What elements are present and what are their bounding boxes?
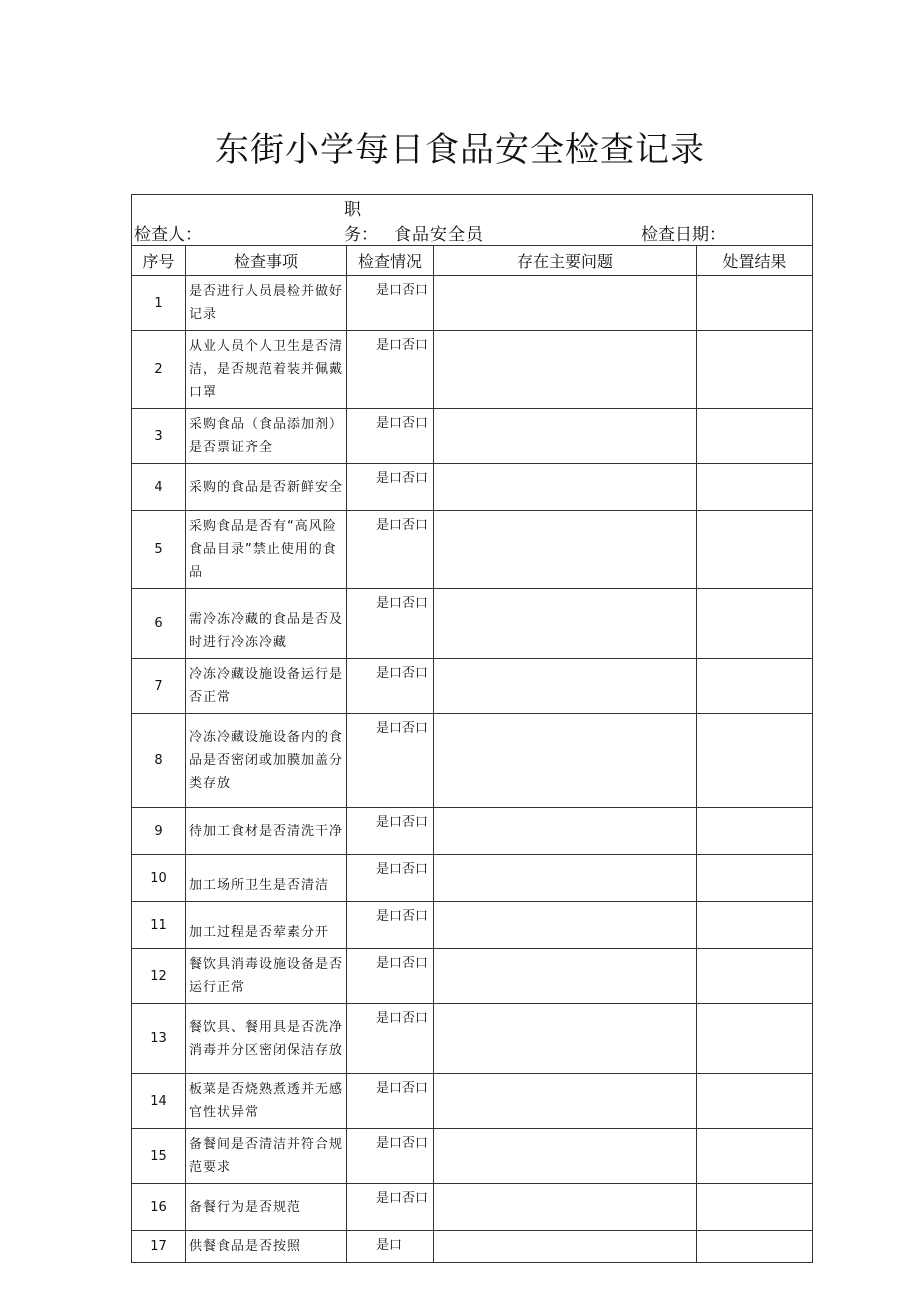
row-number: 2 <box>132 331 186 409</box>
result-cell <box>697 511 813 589</box>
row-number: 3 <box>132 409 186 464</box>
row-number: 13 <box>132 1004 186 1074</box>
column-header: 存在主要问题 <box>434 246 697 276</box>
check-status: 是口否口 <box>347 1004 434 1074</box>
table-row <box>132 949 813 1004</box>
table-row <box>132 902 813 949</box>
check-status: 是口否口 <box>347 464 434 511</box>
column-header: 序号 <box>132 246 186 276</box>
check-status: 是口否口 <box>347 331 434 409</box>
row-number: 16 <box>132 1184 186 1231</box>
issue-cell <box>434 1129 697 1184</box>
check-item: 餐饮具消毒设施设备是否运行正常 <box>186 949 347 1004</box>
table-row <box>132 589 813 659</box>
row-number: 6 <box>132 589 186 659</box>
result-cell <box>697 331 813 409</box>
check-status: 是口否口 <box>347 276 434 331</box>
check-item: 采购食品是否有“高风险食品目录”禁止使用的食品 <box>186 511 347 589</box>
result-cell <box>697 276 813 331</box>
check-item: 采购的食品是否新鲜安全 <box>186 464 347 511</box>
result-cell <box>697 1129 813 1184</box>
issue-cell <box>434 902 697 949</box>
check-item: 冷冻冷藏设施设备运行是否正常 <box>186 659 347 714</box>
issue-cell <box>434 659 697 714</box>
check-status: 是口否口 <box>347 659 434 714</box>
row-number: 10 <box>132 855 186 902</box>
result-cell <box>697 902 813 949</box>
result-cell <box>697 1184 813 1231</box>
table-row <box>132 409 813 464</box>
result-cell <box>697 1004 813 1074</box>
table-row <box>132 659 813 714</box>
table-row <box>132 276 813 331</box>
check-item: 是否进行人员晨检并做好记录 <box>186 276 347 331</box>
check-item: 供餐食品是否按照 <box>186 1231 347 1263</box>
row-number: 5 <box>132 511 186 589</box>
check-item: 从业人员个人卫生是否清洁，是否规范着装并佩戴口罩 <box>186 331 347 409</box>
column-header: 检查情况 <box>347 246 434 276</box>
check-status: 是口 <box>347 1231 434 1263</box>
table-row <box>132 464 813 511</box>
issue-cell <box>434 589 697 659</box>
result-cell <box>697 714 813 808</box>
issue-cell <box>434 409 697 464</box>
check-status: 是口否口 <box>347 808 434 855</box>
issue-cell <box>434 714 697 808</box>
result-cell <box>697 409 813 464</box>
check-item: 待加工食材是否清洗干净 <box>186 808 347 855</box>
check-item: 备餐间是否清洁并符合规范要求 <box>186 1129 347 1184</box>
position-value: 食品安全员 <box>394 225 484 245</box>
result-cell <box>697 808 813 855</box>
column-header: 检查事项 <box>186 246 347 276</box>
row-number: 11 <box>132 902 186 949</box>
result-cell <box>697 659 813 714</box>
issue-cell <box>434 1184 697 1231</box>
check-item: 备餐行为是否规范 <box>186 1184 347 1231</box>
issue-cell <box>434 808 697 855</box>
result-cell <box>697 949 813 1004</box>
column-header: 处置结果 <box>697 246 813 276</box>
row-number: 7 <box>132 659 186 714</box>
result-cell <box>697 855 813 902</box>
check-item: 采购食品（食品添加剂）是否票证齐全 <box>186 409 347 464</box>
table-row <box>132 1231 813 1263</box>
issue-cell <box>434 1074 697 1129</box>
row-number: 8 <box>132 714 186 808</box>
issue-cell <box>434 511 697 589</box>
check-status: 是口否口 <box>347 409 434 464</box>
table-row <box>132 1184 813 1231</box>
table-row <box>132 1129 813 1184</box>
issue-cell <box>434 1004 697 1074</box>
result-cell <box>697 1074 813 1129</box>
issue-cell <box>434 331 697 409</box>
check-status: 是口否口 <box>347 511 434 589</box>
table-row <box>132 714 813 808</box>
inspection-table <box>131 194 813 1263</box>
issue-cell <box>434 949 697 1004</box>
result-cell <box>697 464 813 511</box>
row-number: 9 <box>132 808 186 855</box>
check-item: 餐饮具、餐用具是否洗净消毒并分区密闭保洁存放 <box>186 1004 347 1074</box>
issue-cell <box>434 464 697 511</box>
column-header-row <box>132 246 813 276</box>
row-number: 17 <box>132 1231 186 1263</box>
table-row <box>132 331 813 409</box>
table-row <box>132 1004 813 1074</box>
inspector-label: 检查人： <box>134 225 202 245</box>
issue-cell <box>434 276 697 331</box>
result-cell <box>697 589 813 659</box>
table-row <box>132 1074 813 1129</box>
check-status: 是口否口 <box>347 855 434 902</box>
issue-cell <box>434 855 697 902</box>
check-status: 是口否口 <box>347 1184 434 1231</box>
check-item: 冷冻冷藏设施设备内的食品是否密闭或加膜加盖分类存放 <box>186 714 347 808</box>
check-status: 是口否口 <box>347 902 434 949</box>
position-label: 职务： <box>344 200 378 245</box>
check-item: 板菜是否烧熟煮透并无感官性状异常 <box>186 1074 347 1129</box>
header-row <box>132 195 813 246</box>
result-cell <box>697 1231 813 1263</box>
page-title: 东街小学每日食品安全检查记录 <box>215 130 705 170</box>
row-number: 1 <box>132 276 186 331</box>
table-row <box>132 808 813 855</box>
table-row <box>132 855 813 902</box>
check-item: 需冷冻冷藏的食品是否及时进行冷冻冷藏 <box>186 589 347 659</box>
check-item: 加工过程是否荤素分开 <box>186 902 347 949</box>
check-status: 是口否口 <box>347 1129 434 1184</box>
check-status: 是口否口 <box>347 714 434 808</box>
row-number: 4 <box>132 464 186 511</box>
row-number: 14 <box>132 1074 186 1129</box>
check-status: 是口否口 <box>347 1074 434 1129</box>
issue-cell <box>434 1231 697 1263</box>
check-status: 是口否口 <box>347 949 434 1004</box>
check-item: 加工场所卫生是否清洁 <box>186 855 347 902</box>
row-number: 12 <box>132 949 186 1004</box>
table-row <box>132 511 813 589</box>
row-number: 15 <box>132 1129 186 1184</box>
date-label: 检查日期： <box>641 225 726 245</box>
check-status: 是口否口 <box>347 589 434 659</box>
